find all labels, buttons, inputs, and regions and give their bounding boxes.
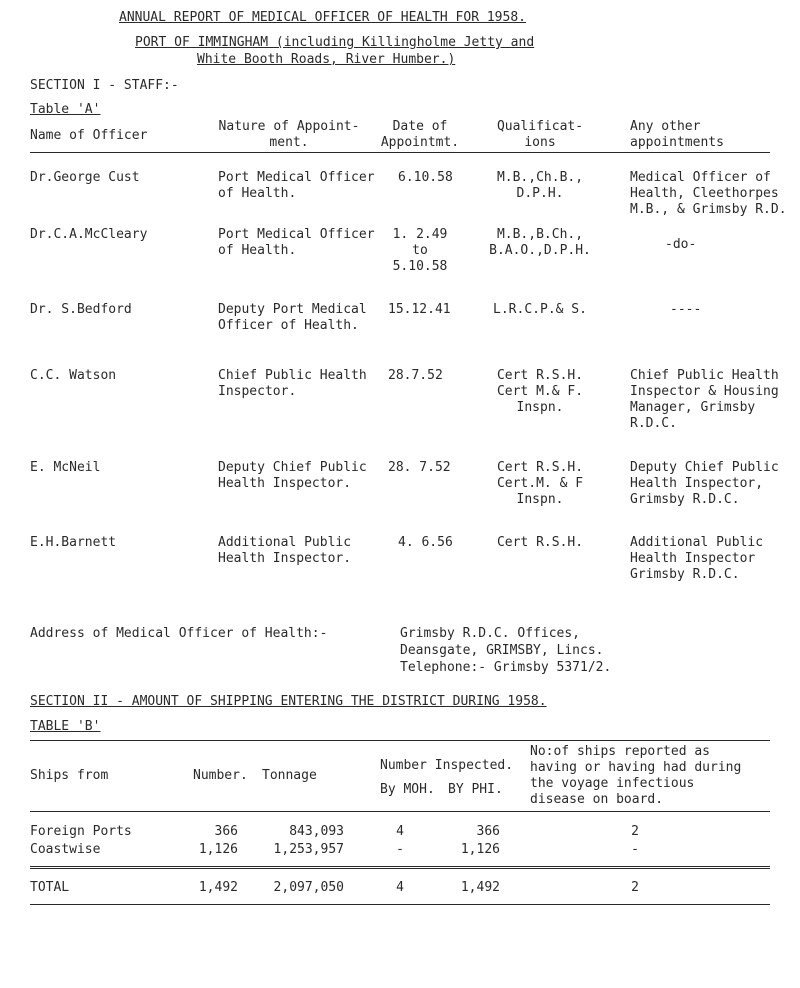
- section-1-heading: SECTION I - STAFF:-: [30, 78, 179, 93]
- qualifications: Cert R.S.H. Cert.M. & F Inspn.: [496, 460, 584, 507]
- appointment-date: 1. 2.49 to 5.10.58: [392, 227, 448, 274]
- infectious-count: -: [631, 842, 639, 857]
- appointment-date: 28. 7.52: [388, 460, 451, 475]
- appointment-date: 15.12.41: [388, 302, 451, 317]
- table-a-header-other: Any other appointments: [630, 119, 724, 150]
- total-ship-count: 1,492: [198, 880, 238, 895]
- qualifications: M.B.,B.Ch., B.A.O.,D.P.H.: [489, 227, 591, 258]
- inspected-by-moh: -: [396, 842, 404, 857]
- inspected-by-phi: 366: [476, 824, 500, 839]
- appointment-nature: Port Medical Officer of Health.: [218, 227, 375, 258]
- other-appointments: Medical Officer of Health, Cleethorpes M.B., & Grimsby R.D.: [630, 170, 787, 217]
- infectious-count: 2: [631, 824, 639, 839]
- table-b-header-by-moh: By MOH.: [380, 782, 435, 797]
- table-b-bottom-rule: [30, 904, 770, 905]
- table-b-header-by-phi: BY PHI.: [448, 782, 503, 797]
- appointment-nature: Deputy Port Medical Officer of Health.: [218, 302, 367, 333]
- table-a-header-qualifications: Qualificat- ions: [496, 119, 584, 150]
- other-appointments: Additional Public Health Inspector Grimsby R.D.C.: [630, 535, 764, 582]
- qualifications: L.R.C.P.& S.: [493, 302, 587, 317]
- port-line-2: White Booth Roads, River Humber.): [197, 52, 456, 67]
- qualifications: Cert R.S.H.: [496, 535, 584, 550]
- table-a-label: Table 'A': [30, 102, 101, 117]
- appointment-date: 6.10.58: [398, 170, 453, 185]
- appointment-nature: Chief Public Health Inspector.: [218, 368, 367, 399]
- report-title: ANNUAL REPORT OF MEDICAL OFFICER OF HEALTH FOR 1958.: [119, 10, 526, 25]
- total-label: TOTAL: [30, 880, 70, 895]
- officer-name: Dr.C.A.McCleary: [30, 227, 148, 242]
- ship-count: 1,126: [198, 842, 238, 857]
- appointment-nature: Deputy Chief Public Health Inspector.: [218, 460, 367, 491]
- total-infectious-count: 2: [631, 880, 639, 895]
- table-b-header-inspected: Number Inspected.: [380, 758, 514, 773]
- table-b-label: TABLE 'B': [30, 719, 101, 734]
- officer-name: Dr.George Cust: [30, 170, 140, 185]
- other-appointments: -do-: [665, 237, 697, 252]
- qualifications: Cert R.S.H. Cert M.& F. Inspn.: [496, 368, 584, 415]
- appointment-nature: Additional Public Health Inspector.: [218, 535, 352, 566]
- other-appointments: Chief Public Health Inspector & Housing Manager, Grimsby R.D.C.: [630, 368, 779, 431]
- officer-name: E. McNeil: [30, 460, 101, 475]
- table-a-header-date: Date of Appointmt.: [380, 119, 460, 150]
- address-line-2: Deansgate, GRIMSBY, Lincs.: [400, 643, 604, 658]
- table-b-header-ships-from: Ships from: [30, 768, 109, 783]
- tonnage: 1,253,957: [273, 842, 344, 857]
- table-b-header-infectious: No:of ships reported as having or having had during the voyage infectious disease on board.: [530, 744, 742, 807]
- total-tonnage: 2,097,050: [273, 880, 344, 895]
- other-appointments: ----: [670, 302, 702, 317]
- ship-count: 366: [214, 824, 238, 839]
- tonnage: 843,093: [289, 824, 344, 839]
- table-a-header-nature: Nature of Appoint- ment.: [218, 119, 360, 150]
- table-b-header-number: Number.: [193, 768, 248, 783]
- total-inspected-by-moh: 4: [396, 880, 404, 895]
- table-b-header-tonnage: Tonnage: [262, 768, 317, 783]
- port-line-1: PORT OF IMMINGHAM (including Killingholme Jetty and: [135, 35, 535, 50]
- total-inspected-by-phi: 1,492: [460, 880, 500, 895]
- officer-name: E.H.Barnett: [30, 535, 117, 550]
- table-a-header-name: Name of Officer: [30, 128, 148, 143]
- address-label: Address of Medical Officer of Health:-: [30, 626, 328, 641]
- officer-name: Dr. S.Bedford: [30, 302, 132, 317]
- table-b-total-rule: [30, 866, 770, 869]
- section-2-heading: SECTION II - AMOUNT OF SHIPPING ENTERING THE DISTRICT DURING 1958.: [30, 694, 547, 709]
- address-telephone: Telephone:- Grimsby 5371/2.: [400, 660, 612, 675]
- ships-from: Coastwise: [30, 842, 101, 857]
- qualifications: M.B.,Ch.B., D.P.H.: [496, 170, 584, 201]
- appointment-nature: Port Medical Officer of Health.: [218, 170, 375, 201]
- appointment-date: 4. 6.56: [398, 535, 453, 550]
- table-a-header-rule: [30, 152, 770, 153]
- inspected-by-moh: 4: [396, 824, 404, 839]
- inspected-by-phi: 1,126: [460, 842, 500, 857]
- ships-from: Foreign Ports: [30, 824, 132, 839]
- table-b-header-rule: [30, 811, 770, 812]
- address-line-1: Grimsby R.D.C. Offices,: [400, 626, 581, 641]
- appointment-date: 28.7.52: [388, 368, 443, 383]
- table-b-top-rule: [30, 740, 770, 741]
- officer-name: C.C. Watson: [30, 368, 117, 383]
- other-appointments: Deputy Chief Public Health Inspector, Grimsby R.D.C.: [630, 460, 779, 507]
